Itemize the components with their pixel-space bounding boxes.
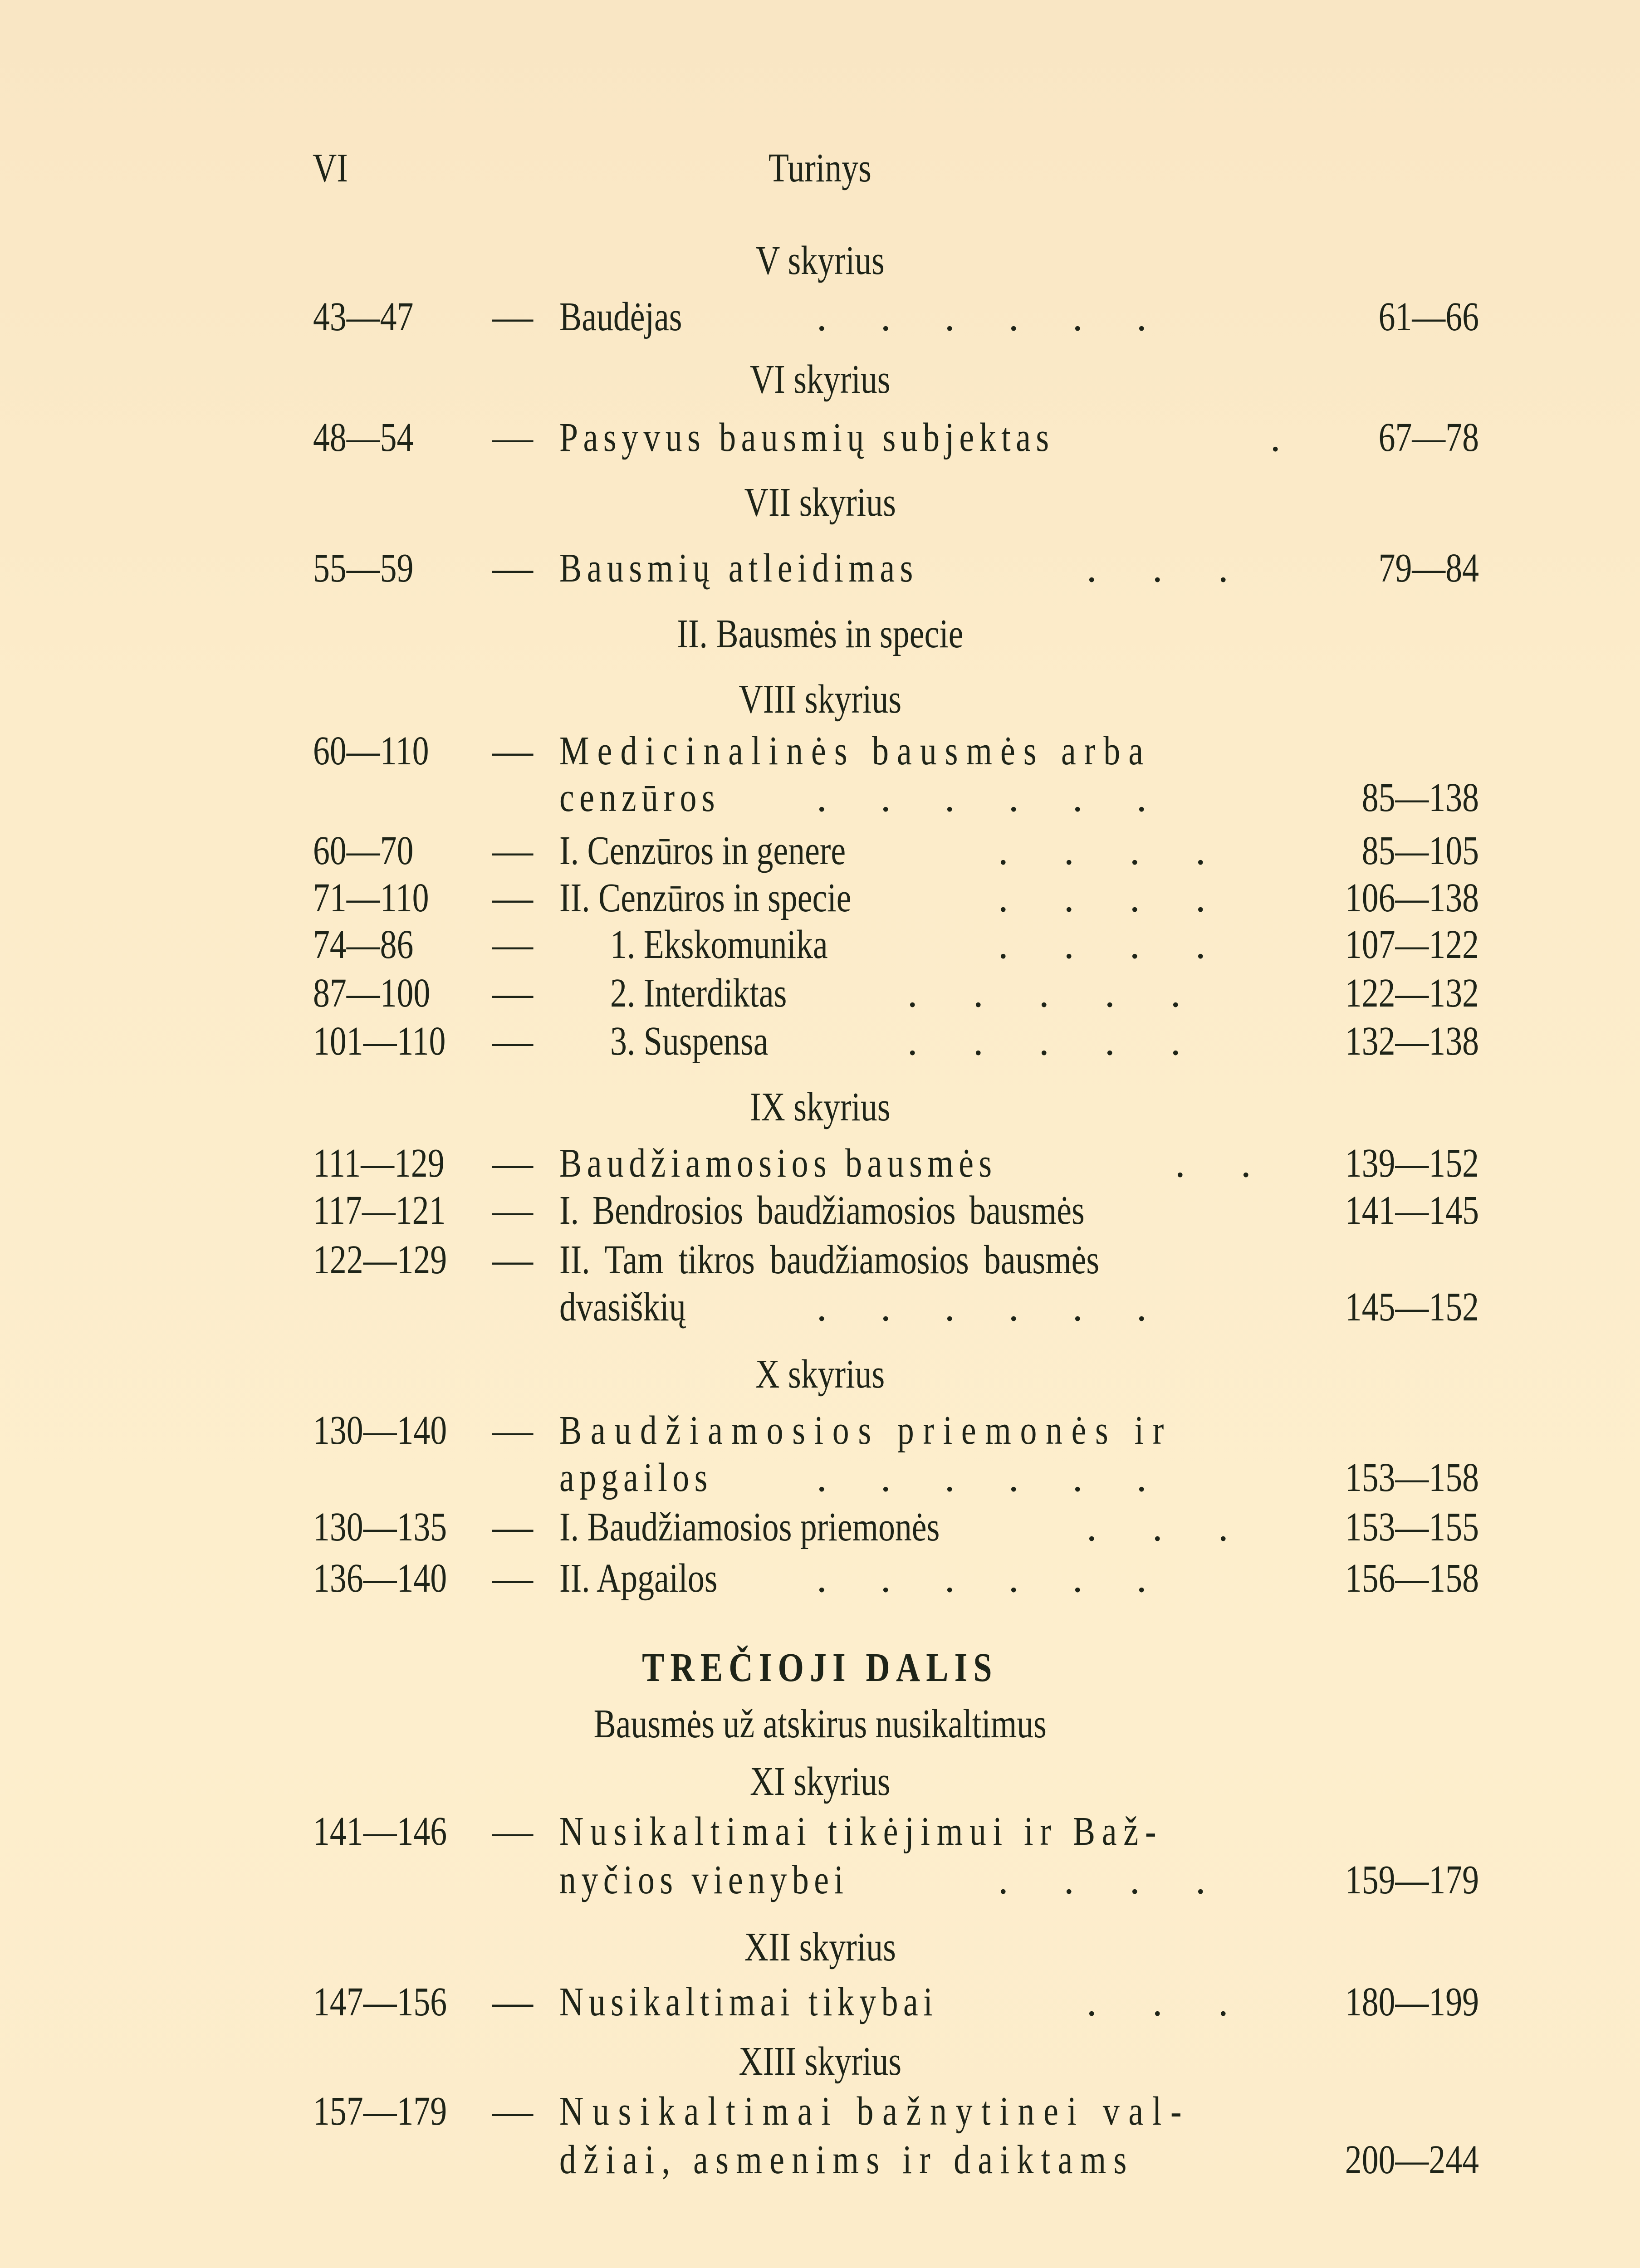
entry-dash: — bbox=[492, 728, 533, 773]
entry-title: Nusikaltimai tikybai bbox=[559, 1980, 938, 2024]
entry-dash: — bbox=[492, 415, 533, 460]
entry-leader-dots: . . . . . . bbox=[817, 294, 1169, 339]
entry-dash: — bbox=[492, 922, 533, 967]
entry-dash: — bbox=[492, 1019, 533, 1064]
entry-dash: — bbox=[492, 1980, 533, 2024]
chapter-heading-text: VII skyrius bbox=[744, 480, 896, 525]
entry-title-line2: džiai, asmenims ir daiktams bbox=[559, 2137, 1134, 2182]
entry-range: 101—110 bbox=[313, 1019, 446, 1064]
entry-dash: — bbox=[492, 1505, 533, 1549]
entry-pages: 67—78 bbox=[1378, 415, 1479, 460]
entry-pages: 106—138 bbox=[1345, 875, 1479, 920]
entry-range: 136—140 bbox=[313, 1556, 447, 1601]
chapter-heading-text: XIII skyrius bbox=[739, 2039, 901, 2084]
entry-title-line1: Nusikaltimai bažnytinei val- bbox=[559, 2089, 1191, 2134]
entry-leader-dots: . . . . . bbox=[907, 971, 1204, 1016]
entry-range: 55—59 bbox=[313, 546, 414, 591]
chapter-heading-text: XII skyrius bbox=[744, 1925, 896, 1970]
entry-range: 130—140 bbox=[313, 1408, 447, 1453]
entry-pages: 159—179 bbox=[1345, 1857, 1479, 1902]
entry-leader-dots: . . . bbox=[1087, 1505, 1251, 1549]
entry-range: 60—70 bbox=[313, 828, 414, 873]
entry-range: 60—110 bbox=[313, 728, 429, 773]
entry-pages: 132—138 bbox=[1345, 1019, 1479, 1064]
entry-pages: 85—105 bbox=[1361, 828, 1479, 873]
part-heading bbox=[0, 1643, 1640, 1693]
page-number: VI bbox=[313, 146, 348, 191]
entry-pages: 139—152 bbox=[1345, 1141, 1479, 1186]
entry-title-line1: Medicinalinės bausmės arba bbox=[559, 728, 1152, 773]
entry-title: 1. Ekskomunika bbox=[610, 922, 828, 967]
entry-pages: 156—158 bbox=[1345, 1556, 1479, 1601]
part-subtitle-text: Bausmės už atskirus nusikaltimus bbox=[593, 1701, 1047, 1746]
entry-dash: — bbox=[492, 1237, 533, 1282]
entry-pages: 180—199 bbox=[1345, 1980, 1479, 2024]
entry-pages: 153—155 bbox=[1345, 1505, 1479, 1549]
entry-dash: — bbox=[492, 1188, 533, 1233]
entry-dash: — bbox=[492, 1141, 533, 1186]
entry-range: 71—110 bbox=[313, 875, 429, 920]
entry-title-line1: Baudžiamosios priemonės ir bbox=[559, 1408, 1173, 1453]
entry-leader-dots: . . . bbox=[1087, 546, 1251, 591]
chapter-heading bbox=[0, 1349, 1640, 1399]
chapter-heading bbox=[0, 675, 1640, 724]
entry-pages: 85—138 bbox=[1361, 775, 1479, 820]
entry-title: I. Bendrosios baudžiamosios bausmės bbox=[559, 1188, 1085, 1233]
entry-dash: — bbox=[492, 971, 533, 1016]
entry-title-line2: cenzūros bbox=[559, 775, 720, 820]
entry-range: 87—100 bbox=[313, 971, 431, 1016]
entry-title: II. Cenzūros in specie bbox=[559, 875, 852, 920]
entry-title: Bausmių atleidimas bbox=[559, 546, 918, 591]
entry-range: 43—47 bbox=[313, 294, 414, 339]
part-heading-text: TREČIOJI DALIS bbox=[642, 1645, 998, 1690]
chapter-heading-text: IX skyrius bbox=[749, 1085, 891, 1129]
entry-range: 141—146 bbox=[313, 1809, 447, 1854]
entry-leader-dots: . . . . bbox=[998, 875, 1229, 920]
entry-leader-dots: . . . . bbox=[998, 1857, 1229, 1902]
chapter-heading-text: XI skyrius bbox=[749, 1759, 891, 1804]
entry-title-line2: dvasiškių bbox=[559, 1285, 686, 1330]
entry-title: II. Apgailos bbox=[559, 1556, 718, 1601]
entry-title: Baudėjas bbox=[559, 294, 682, 339]
entry-title: Baudžiamosios bausmės bbox=[559, 1141, 997, 1186]
entry-range: 48—54 bbox=[313, 415, 414, 460]
part-heading bbox=[0, 609, 1640, 659]
entry-title: 3. Suspensa bbox=[610, 1019, 769, 1064]
entry-dash: — bbox=[492, 828, 533, 873]
entry-dash: — bbox=[492, 1809, 533, 1854]
chapter-heading-text: VIII skyrius bbox=[739, 677, 901, 722]
entry-dash: — bbox=[492, 1408, 533, 1453]
entry-title-line2: nyčios vienybei bbox=[559, 1857, 849, 1902]
part-subtitle bbox=[0, 1699, 1640, 1749]
entry-title-line2: apgailos bbox=[559, 1455, 713, 1500]
entry-title-line1: II. Tam tikros baudžiamosios bausmės bbox=[559, 1237, 1100, 1282]
entry-range: 122—129 bbox=[313, 1237, 447, 1282]
chapter-heading-text: V skyrius bbox=[755, 238, 885, 283]
entry-pages: 200—244 bbox=[1345, 2137, 1479, 2182]
chapter-heading bbox=[0, 1757, 1640, 1807]
page-title bbox=[0, 143, 1640, 193]
entry-leader-dots: . . . . bbox=[998, 922, 1229, 967]
chapter-heading-text: VI skyrius bbox=[749, 357, 891, 402]
entry-dash: — bbox=[492, 2089, 533, 2134]
entry-title-line1: Nusikaltimai tikėjimui ir Baž- bbox=[559, 1809, 1163, 1854]
entry-pages: 79—84 bbox=[1378, 546, 1479, 591]
entry-leader-dots: . . . . . . bbox=[817, 775, 1169, 820]
entry-title: 2. Interdiktas bbox=[610, 971, 787, 1016]
entry-leader-dots: . . bbox=[1175, 1141, 1274, 1186]
chapter-heading bbox=[0, 2037, 1640, 2087]
entry-pages: 141—145 bbox=[1345, 1188, 1479, 1233]
entry-dash: — bbox=[492, 546, 533, 591]
entry-leader-dots: . . . . . . bbox=[817, 1556, 1169, 1601]
entry-dash: — bbox=[492, 294, 533, 339]
entry-range: 130—135 bbox=[313, 1505, 447, 1549]
part-heading-text: II. Bausmės in specie bbox=[676, 611, 964, 656]
chapter-heading bbox=[0, 1082, 1640, 1132]
entry-title: Pasyvus bausmių subjektas bbox=[559, 415, 1054, 460]
chapter-heading bbox=[0, 478, 1640, 528]
chapter-heading bbox=[0, 1922, 1640, 1972]
entry-range: 111—129 bbox=[313, 1141, 445, 1186]
entry-range: 147—156 bbox=[313, 1980, 447, 2024]
entry-range: 117—121 bbox=[313, 1188, 446, 1233]
entry-pages: 61—66 bbox=[1378, 294, 1479, 339]
entry-dash: — bbox=[492, 1556, 533, 1601]
entry-leader-dots: . . . . . bbox=[907, 1019, 1204, 1064]
chapter-heading-text: X skyrius bbox=[755, 1352, 885, 1397]
entry-leader-dots: . . . . bbox=[998, 828, 1229, 873]
chapter-heading bbox=[0, 355, 1640, 405]
chapter-heading bbox=[0, 236, 1640, 286]
entry-pages: 153—158 bbox=[1345, 1455, 1479, 1500]
entry-dash: — bbox=[492, 875, 533, 920]
entry-range: 157—179 bbox=[313, 2089, 447, 2134]
entry-pages: 107—122 bbox=[1345, 922, 1479, 967]
entry-pages: 122—132 bbox=[1345, 971, 1479, 1016]
entry-pages: 145—152 bbox=[1345, 1285, 1479, 1330]
entry-leader-dots: . . . . . . bbox=[817, 1285, 1169, 1330]
entry-leader-dots: . bbox=[1270, 415, 1281, 460]
entry-leader-dots: . . . bbox=[1087, 1980, 1251, 2024]
page-title-text: Turinys bbox=[769, 146, 871, 191]
entry-title: I. Cenzūros in genere bbox=[559, 828, 846, 873]
entry-range: 74—86 bbox=[313, 922, 414, 967]
entry-title: I. Baudžiamosios priemonės bbox=[559, 1505, 940, 1549]
entry-leader-dots: . . . . . . bbox=[817, 1455, 1169, 1500]
